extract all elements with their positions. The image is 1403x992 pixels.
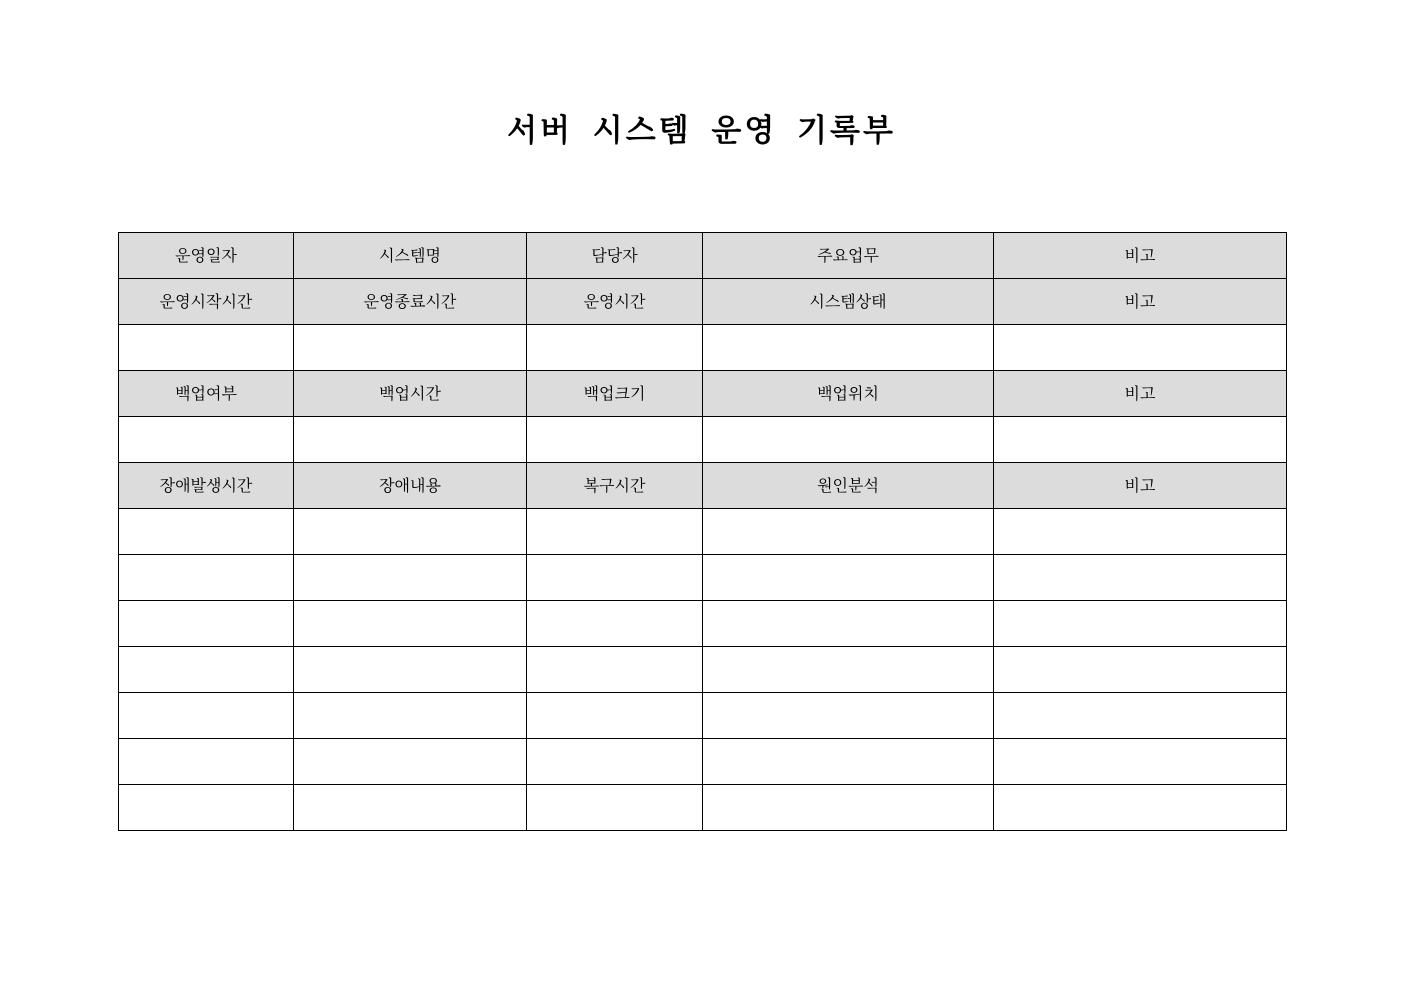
entry-cell[interactable] — [294, 647, 527, 693]
entry-cell[interactable] — [527, 509, 703, 555]
entry-cell[interactable] — [527, 601, 703, 647]
column-header: 비고 — [994, 463, 1287, 509]
blank-entry-row — [119, 325, 1287, 371]
entry-cell[interactable] — [994, 601, 1287, 647]
entry-cell[interactable] — [994, 509, 1287, 555]
entry-cell[interactable] — [294, 509, 527, 555]
blank-entry-row — [119, 739, 1287, 785]
column-header: 담당자 — [527, 233, 703, 279]
column-header: 운영시작시간 — [119, 279, 294, 325]
column-header: 시스템상태 — [703, 279, 994, 325]
document-title: 서버 시스템 운영 기록부 — [507, 113, 896, 149]
entry-cell[interactable] — [119, 647, 294, 693]
entry-cell[interactable] — [119, 555, 294, 601]
column-header: 비고 — [994, 279, 1287, 325]
entry-cell[interactable] — [703, 509, 994, 555]
blank-entry-row — [119, 417, 1287, 463]
column-header: 운영일자 — [119, 233, 294, 279]
entry-cell[interactable] — [703, 739, 994, 785]
column-header: 백업크기 — [527, 371, 703, 417]
entry-cell[interactable] — [527, 555, 703, 601]
column-header: 백업시간 — [294, 371, 527, 417]
entry-cell[interactable] — [119, 785, 294, 831]
column-header: 백업여부 — [119, 371, 294, 417]
entry-cell[interactable] — [294, 739, 527, 785]
entry-cell[interactable] — [527, 739, 703, 785]
entry-cell[interactable] — [119, 417, 294, 463]
entry-cell[interactable] — [994, 647, 1287, 693]
blank-entry-row — [119, 647, 1287, 693]
entry-cell[interactable] — [294, 785, 527, 831]
entry-cell[interactable] — [994, 417, 1287, 463]
column-header: 주요업무 — [703, 233, 994, 279]
column-header: 비고 — [994, 371, 1287, 417]
entry-cell[interactable] — [294, 325, 527, 371]
entry-cell[interactable] — [527, 785, 703, 831]
column-header: 장애내용 — [294, 463, 527, 509]
entry-cell[interactable] — [119, 693, 294, 739]
entry-cell[interactable] — [527, 417, 703, 463]
column-header: 장애발생시간 — [119, 463, 294, 509]
column-header: 운영종료시간 — [294, 279, 527, 325]
header-row — [119, 233, 1287, 279]
entry-cell[interactable] — [294, 693, 527, 739]
entry-cell[interactable] — [294, 417, 527, 463]
operation-log-table — [118, 232, 1287, 831]
entry-cell[interactable] — [294, 555, 527, 601]
entry-cell[interactable] — [119, 325, 294, 371]
blank-entry-row — [119, 601, 1287, 647]
header-row — [119, 279, 1287, 325]
entry-cell[interactable] — [527, 693, 703, 739]
entry-cell[interactable] — [527, 325, 703, 371]
blank-entry-row — [119, 555, 1287, 601]
column-header: 비고 — [994, 233, 1287, 279]
entry-cell[interactable] — [119, 509, 294, 555]
entry-cell[interactable] — [703, 693, 994, 739]
entry-cell[interactable] — [119, 739, 294, 785]
entry-cell[interactable] — [994, 693, 1287, 739]
column-header: 시스템명 — [294, 233, 527, 279]
entry-cell[interactable] — [294, 601, 527, 647]
entry-cell[interactable] — [994, 785, 1287, 831]
entry-cell[interactable] — [994, 325, 1287, 371]
log-table-body — [119, 233, 1287, 831]
column-header: 백업위치 — [703, 371, 994, 417]
entry-cell[interactable] — [119, 601, 294, 647]
blank-entry-row — [119, 785, 1287, 831]
entry-cell[interactable] — [703, 601, 994, 647]
entry-cell[interactable] — [703, 417, 994, 463]
column-header: 복구시간 — [527, 463, 703, 509]
blank-entry-row — [119, 509, 1287, 555]
column-header: 원인분석 — [703, 463, 994, 509]
header-row — [119, 463, 1287, 509]
header-row — [119, 371, 1287, 417]
entry-cell[interactable] — [703, 647, 994, 693]
entry-cell[interactable] — [703, 325, 994, 371]
entry-cell[interactable] — [994, 739, 1287, 785]
entry-cell[interactable] — [994, 555, 1287, 601]
column-header: 운영시간 — [527, 279, 703, 325]
entry-cell[interactable] — [703, 785, 994, 831]
blank-entry-row — [119, 693, 1287, 739]
entry-cell[interactable] — [527, 647, 703, 693]
entry-cell[interactable] — [703, 555, 994, 601]
